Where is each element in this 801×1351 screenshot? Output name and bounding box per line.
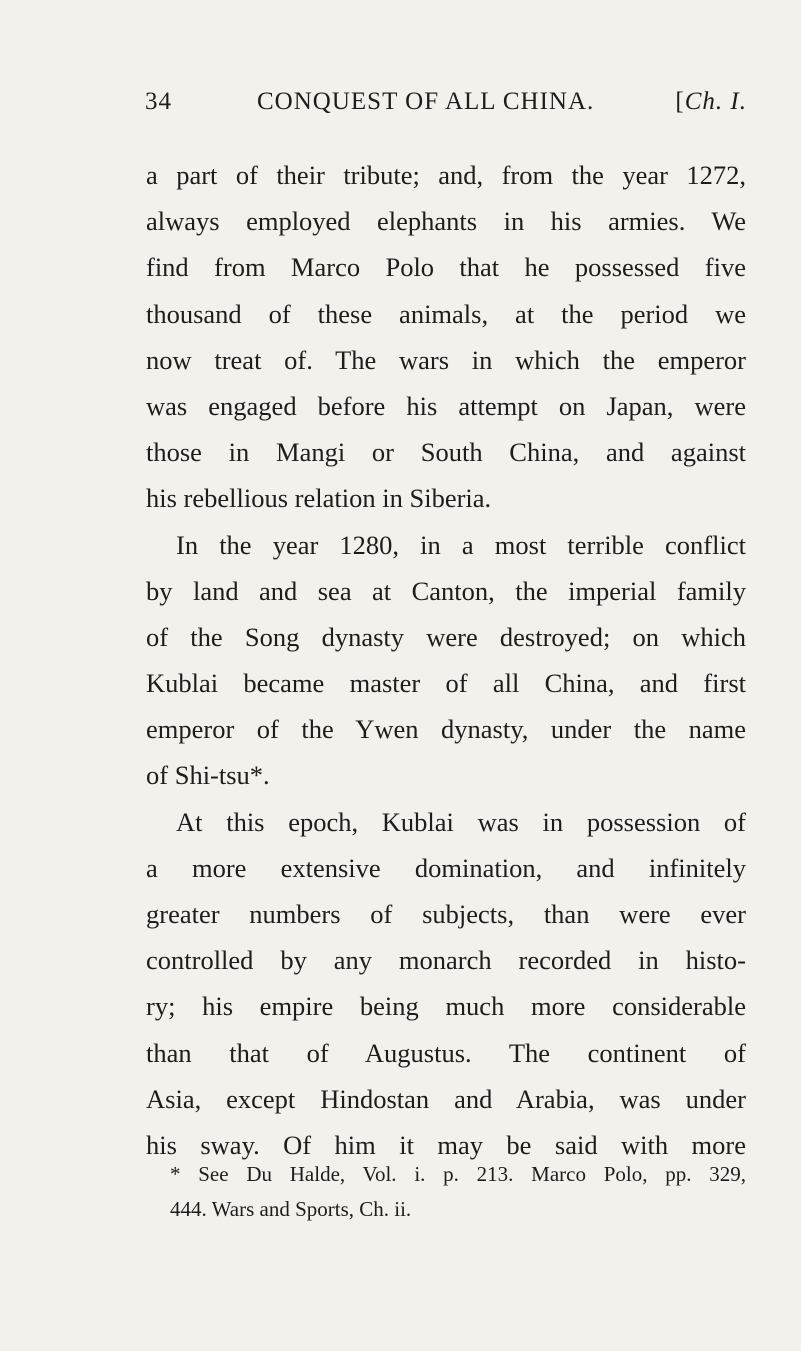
footnote-line: 444. Wars and Sports, Ch. ii. — [170, 1197, 412, 1221]
text-line: greater numbers of subjects, than were ever — [146, 899, 746, 929]
text-line: thousand of these animals, at the period we — [146, 298, 746, 329]
page-number: 34 — [145, 88, 172, 115]
running-title: CONQUEST OF ALL CHINA. — [257, 88, 595, 115]
text-line: find from Marco Polo that he possessed five — [146, 252, 746, 283]
text-line: Asia, except Hindostan and Arabia, was under — [146, 1083, 746, 1114]
text-line: In the year 1280, in a most terrible conflict — [176, 529, 746, 560]
text-line: of the Song dynasty were destroyed; on which — [146, 621, 746, 652]
text-line: than that of Augustus. The continent of — [146, 1037, 746, 1068]
footnote — [146, 1157, 746, 1227]
text-line: a part of their tribute; and, from the year 1272, — [146, 160, 746, 190]
text-line: Kublai became master of all China, and first — [146, 668, 746, 699]
text-line: of Shi-tsu*. — [146, 760, 270, 791]
chapter-reference — [675, 88, 747, 116]
chapter-label: Ch. I. — [684, 88, 747, 115]
chapter-bracket: [ — [675, 88, 685, 115]
text-line: At this epoch, Kublai was in possession of — [176, 806, 746, 837]
text-line: those in Mangi or South China, and against — [146, 437, 746, 468]
text-line: now treat of. The wars in which the emperor — [146, 344, 746, 375]
text-line: a more extensive domination, and infinitely — [146, 852, 746, 883]
text-line: controlled by any monarch recorded in histo- — [146, 945, 746, 976]
footnote-line: * See Du Halde, Vol. i. p. 213. Marco Polo, pp. 329, — [170, 1162, 746, 1186]
text-line: emperor of the Ywen dynasty, under the name — [146, 714, 746, 745]
text-line: ry; his empire being much more considerable — [146, 991, 746, 1022]
body-text — [146, 152, 746, 1168]
text-line: his sway. Of him it may be said with more — [146, 1129, 746, 1160]
text-line: always employed elephants in his armies. We — [146, 206, 746, 237]
text-line: was engaged before his attempt on Japan, were — [146, 390, 746, 421]
running-header — [145, 88, 747, 124]
text-line: his rebellious relation in Siberia. — [146, 483, 492, 514]
text-line: by land and sea at Canton, the imperial family — [146, 575, 746, 606]
